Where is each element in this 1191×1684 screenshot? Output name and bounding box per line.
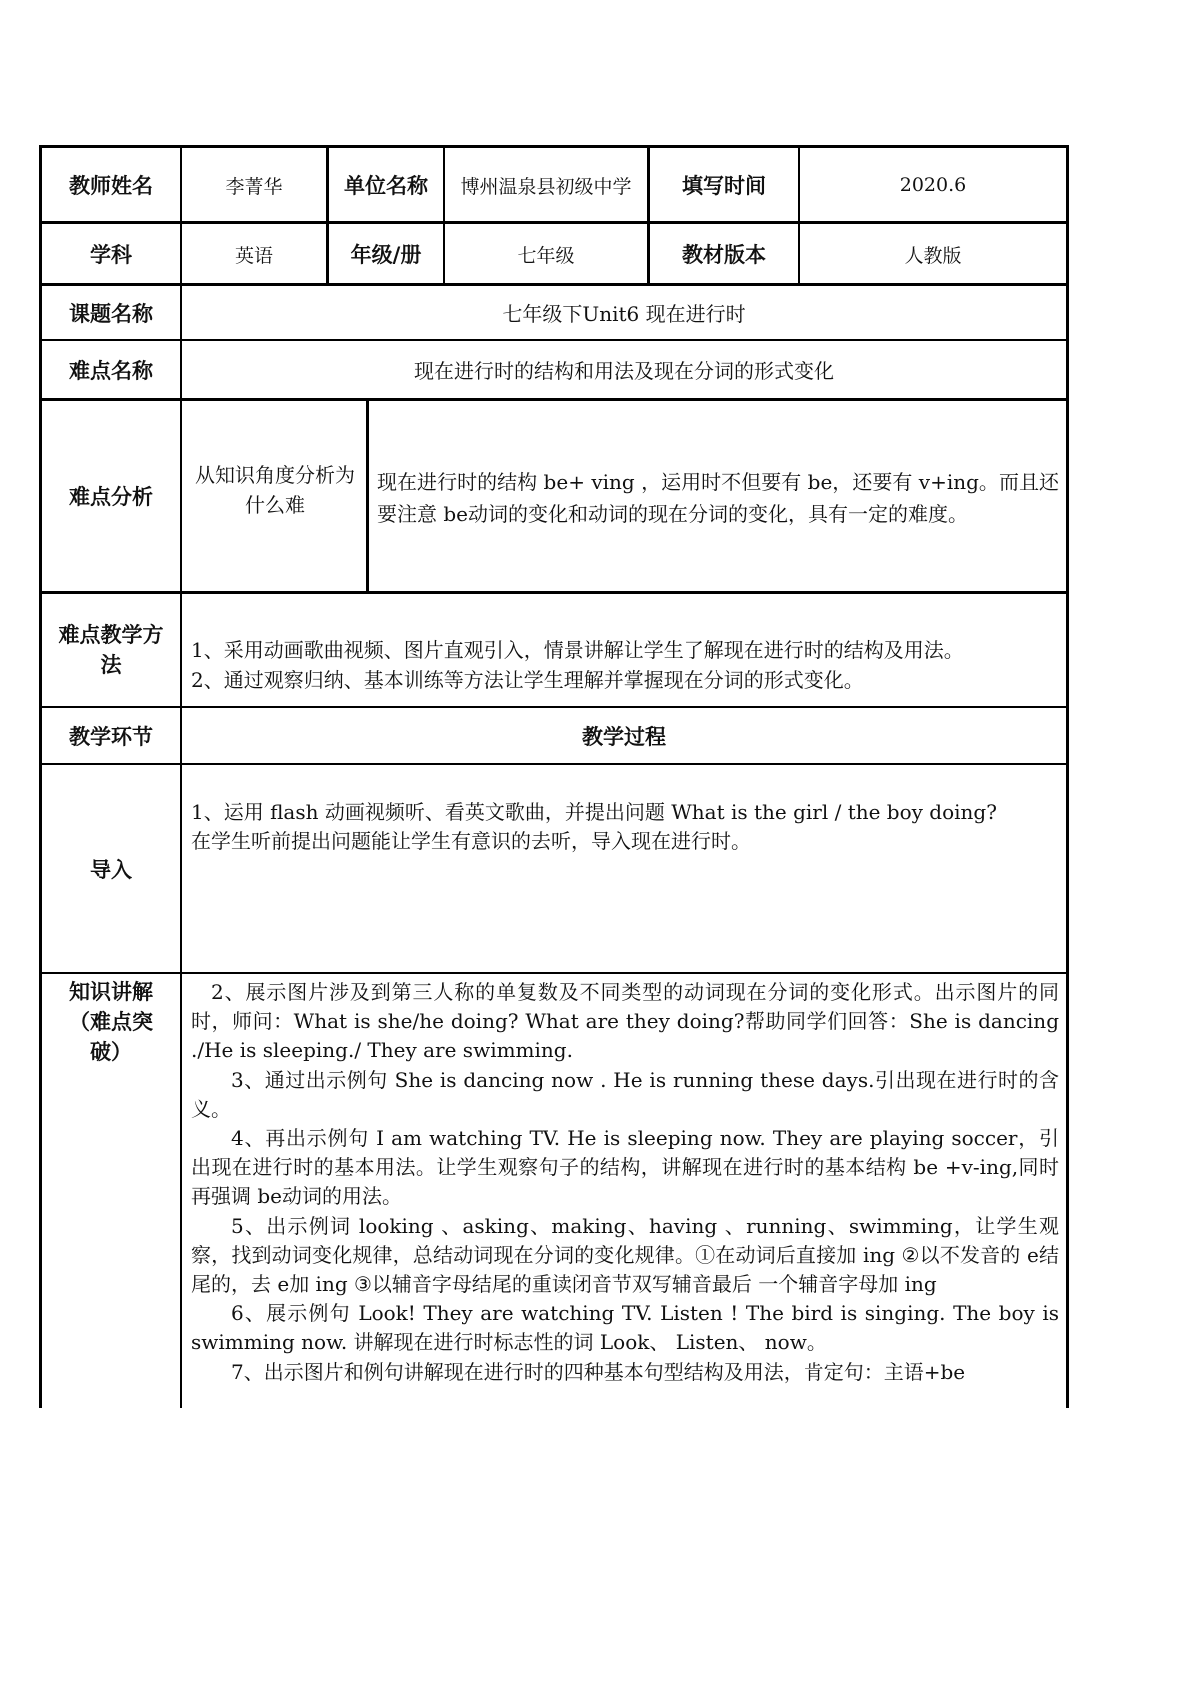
difficulty-label: 难点名称 (69, 358, 153, 383)
methods-label: 难点教学方法 (58, 623, 164, 677)
unit-name-value: 博州温泉县初级中学 (460, 175, 632, 198)
textbook-edition-value: 人教版 (904, 244, 962, 267)
textbook-edition-label: 教材版本 (682, 243, 766, 267)
knowledge-paragraph: 7、出示图片和例句讲解现在进行时的四种基本句型结构及用法，肯定句：主语+be (231, 1359, 966, 1384)
difficulty-value: 现在进行时的结构和用法及现在分词的形式变化 (414, 359, 834, 383)
knowledge-paragraph: 3、通过出示例句 She is dancing now . He is running these days.引出现在进行时的含义。 (191, 1067, 1059, 1121)
intro-line: 在学生听前提出问题能让学生有意识的去听，导入现在进行时。 (191, 829, 751, 853)
fill-date-label: 填写时间 (682, 174, 766, 198)
teacher-name-value: 李菁华 (225, 175, 283, 198)
teaching-process-header: 教学过程 (582, 724, 666, 749)
row-divider (39, 591, 1069, 594)
teaching-stage-label: 教学环节 (69, 724, 153, 749)
knowledge-paragraph: 6、展示例句 Look! They are watching TV. Listen ! The bird is singing. The boy is swimming now. 讲解现在进行时标志性的词 Look、 Listen、 now。 (191, 1301, 1059, 1355)
grade-value: 七年级 (517, 244, 575, 267)
intro-label: 导入 (90, 857, 132, 882)
cell-divider (366, 399, 369, 593)
knowledge-paragraph: 2、展示图片涉及到第三人称的单复数及不同类型的动词现在分词的变化形式。出示图片的同时，师问：What is she/he doing? What are they doing?帮助同学们回答：She is dancing ./He is sleeping./ They are swimming. (191, 980, 1059, 1063)
analysis-sublabel: 从知识角度分析为什么难 (195, 463, 355, 517)
teacher-name-label: 教师姓名 (69, 174, 153, 198)
analysis-label: 难点分析 (69, 485, 153, 509)
methods-line: 2、通过观察归纳、基本训练等方法让学生理解并掌握现在分词的形式变化。 (191, 668, 864, 692)
methods-text (191, 635, 1059, 695)
fill-date-value: 2020.6 (899, 174, 967, 196)
row-divider (39, 972, 1069, 974)
subject-value: 英语 (234, 244, 273, 267)
knowledge-text (191, 978, 1059, 1406)
knowledge-paragraph: 4、再出示例句 I am watching TV. He is sleeping now. They are playing soccer，引出现在进行时的基本用法。让学生观察句子的结构，讲解现在进行时的基本结构 be +v-ing,同时再强调 be动词的用法。 (191, 1126, 1059, 1209)
knowledge-label: 知识讲解（难点突破） (69, 980, 153, 1064)
methods-line: 1、采用动画歌曲视频、图片直观引入，情景讲解让学生了解现在进行时的结构及用法。 (191, 638, 964, 662)
grade-label: 年级/册 (350, 243, 422, 267)
intro-line: 1、运用 flash 动画视频听、看英文歌曲，并提出问题 What is the girl / the boy doing? (191, 800, 997, 824)
analysis-text: 现在进行时的结构 be+ ving ，运用时不但要有 be，还要有 v+ing。而且还要注意 be动词的变化和动词的现在分词的变化，具有一定的难度。 (377, 470, 1059, 526)
topic-label: 课题名称 (69, 301, 153, 326)
subject-label: 学科 (90, 243, 132, 267)
topic-value: 七年级下Unit6 现在进行时 (502, 302, 746, 326)
intro-text (191, 798, 1059, 856)
row-divider (39, 763, 1069, 765)
table-border-right (1066, 146, 1069, 1408)
knowledge-paragraph: 5、出示例词 looking 、asking、making、having 、running、swimming，让学生观察，找到动词变化规律，总结动词现在分词的变化规律。①在动词后直接加 ing ②以不发音的 e结尾的，去 e加 ing ③以辅音字母结尾的重读闭音节双写辅音最后 一个辅音字母加 ing (191, 1213, 1059, 1297)
unit-name-label: 单位名称 (344, 174, 428, 198)
